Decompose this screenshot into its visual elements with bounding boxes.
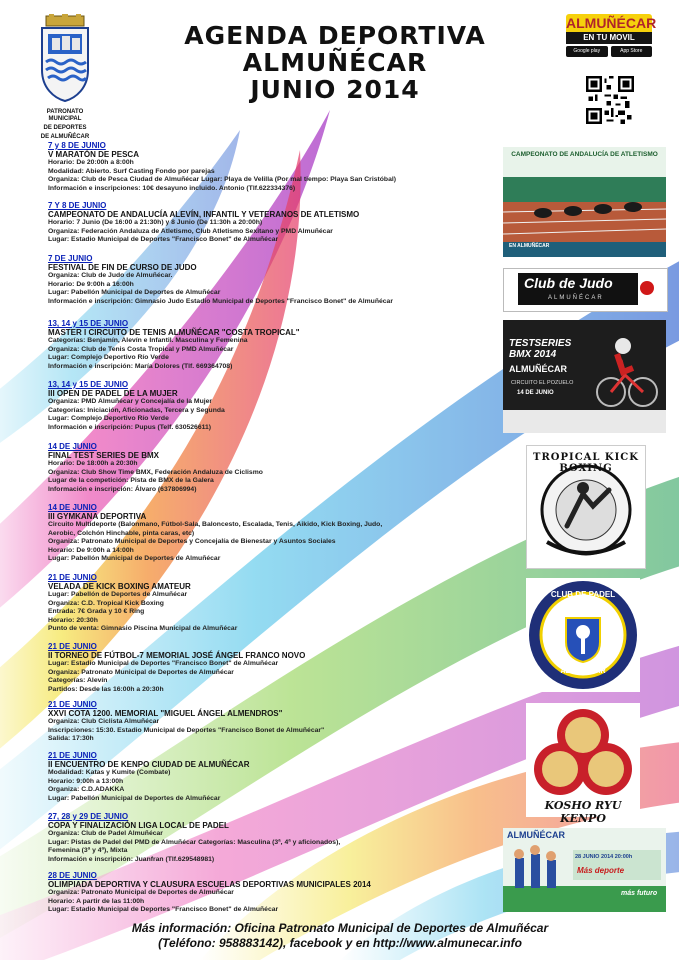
event-detail: Lugar: Estadio Municipal de Deportes "Francisco Bonet" de Almuñécar [48, 906, 279, 914]
kick-boxing-label: TROPICAL KICK BOXING [533, 452, 639, 474]
event-detail: Lugar: Complejo Deportivo Río Verde [48, 354, 169, 362]
google-play-badge[interactable]: Google play [566, 46, 608, 57]
olimpiada-date: 28 JUNIO 2014 20:00h [575, 854, 633, 860]
event-title: VELADA DE KICK BOXING AMATEUR [48, 582, 191, 591]
kenpo-label: KOSHO RYU KENPO [544, 799, 622, 825]
poster-kenpo [526, 703, 640, 825]
poster-padel [526, 578, 640, 692]
event-detail: Categorías: Benjamín, Alevín e Infantil. Masculina y Femenina [48, 337, 248, 344]
olimpiada-slogan-2: más futuro [621, 890, 658, 897]
event-detail: Lugar de la competición: Pista de BMX de la Galera [48, 477, 214, 485]
event-detail: Lugar: Estadio Municipal de Deportes "Francisco Bonet" de Almuñécar [48, 660, 279, 667]
crest-label-2: DE DEPORTES [43, 125, 87, 131]
event-date: 21 DE JUNIO [48, 751, 97, 760]
event-date: 21 DE JUNIO [48, 700, 97, 709]
event-detail: Lugar: Pistas de Padel del PMD de Almuñécar Categorías: Masculina (3ª, 4ª y aficionados), [48, 838, 341, 846]
event-date: 27, 28 y 29 DE JUNIO [48, 812, 129, 821]
event-detail: Organiza: Club de Tenis Costa Tropical y PMD Almuñécar [48, 345, 234, 353]
event-judo [48, 254, 508, 306]
poster-atletismo-title: CAMPEONATO DE ANDALUCÍA DE ATLETISMO [511, 151, 658, 158]
crest-shield-icon [36, 14, 94, 102]
poster-kick-boxing [526, 445, 646, 569]
event-title: CAMPEONATO DE ANDALUCÍA ALEVÍN, INFANTIL Y VETERANOS DE ATLETISMO [48, 210, 360, 219]
event-detail: Categorías: Alevín [48, 677, 108, 685]
qr-code-icon[interactable] [586, 76, 634, 124]
judo-logo-sub: ALMUÑÉCAR [548, 295, 604, 301]
event-olimpiada [48, 871, 508, 915]
event-detail: Organiza: Club Show Time BMX, Federación Andaluza de Ciclismo [48, 468, 263, 476]
event-title: II ENCUENTRO DE KENPO CIUDAD DE ALMUÑÉCAR [48, 760, 250, 769]
olimpiada-brand: ALMUÑÉCAR [507, 830, 565, 840]
event-detail: Lugar: Pabellón Municipal de Deportes de Almuñécar [48, 289, 221, 297]
bmx-city: ALMUÑÉCAR [509, 364, 567, 374]
poster-olimpiada [503, 828, 666, 912]
event-title: FESTIVAL DE FIN DE CURSO DE JUDO [48, 263, 197, 272]
event-maraton-pesca [48, 141, 508, 193]
event-detail: Horario: A partir de las 11:00h [48, 897, 145, 905]
event-detail: Información e inscripción: Gimnasio Judo Estadio Municipal de Deportes "Francisco Bonet" de Almuñécar [48, 297, 393, 305]
event-detail: Información e inscripción: Pupus (Telf. 630526611) [48, 423, 212, 431]
event-date: 7 Y 8 DE JUNIO [48, 201, 107, 210]
app-store-badge[interactable]: App Store [611, 46, 653, 57]
crest-label-1: PATRONATO MUNICIPAL [46, 109, 84, 122]
event-tenis [48, 319, 508, 371]
event-title: XXVI COTA 1200. MEMORIAL "MIGUEL ÁNGEL ALMENDROS" [48, 709, 283, 718]
padel-bottom-label: ALMUÑECAR [560, 668, 606, 675]
event-date: 13, 14 y 15 DE JUNIO [48, 319, 129, 328]
event-detail: Modalidad: Abierto. Surf Casting Fondo por parejas [48, 167, 215, 175]
event-detail: Organiza: Patronato Municipal de Deportes de Almuñécar [48, 668, 234, 676]
event-detail: Horario: De 20:00h a 8:00h [48, 159, 134, 166]
event-detail: Organiza: C.D.ADAKKA [48, 786, 125, 794]
event-date: 21 DE JUNIO [48, 642, 97, 651]
app-subtitle: EN TU MOVIL [566, 32, 652, 44]
title-line-3: JUNIO 2014 [250, 75, 420, 104]
event-title: III GYMKANA DEPORTIVA [48, 512, 147, 521]
event-detail: Aerobic, Colchón Hinchable, pinta caras, etc) [48, 529, 195, 537]
event-detail: Organiza: Patronato Municipal de Deportes de Almuñécar [48, 889, 234, 896]
event-detail: Modalidad: Katas y Kumite (Combate) [48, 769, 171, 776]
event-title: III OPEN DE PADEL DE LA MUJER [48, 389, 178, 398]
event-bmx [48, 442, 508, 494]
title-line-1: AGENDA DEPORTIVA [184, 21, 486, 50]
event-date: 7 y 8 DE JUNIO [48, 141, 106, 150]
event-detail: Información e inscripción: Juanfran (Tlf.629548981) [48, 855, 215, 863]
event-liga-padel [48, 812, 508, 864]
event-detail: Horario: De 18:00h a 20:30h [48, 460, 138, 467]
event-title: MASTER I CIRCUITO DE TENIS ALMUÑÉCAR "COSTA TROPICAL" [48, 328, 300, 337]
event-kick-boxing [48, 573, 508, 634]
event-detail: Organiza: Club de Padel Almuñécar [48, 830, 163, 837]
event-detail: Entrada: 7€ Grada y 10 € Ring [48, 608, 145, 616]
event-detail: Organiza: Federación Andaluza de Atletismo, Club Atletismo Sexitano y PMD Almuñécar [48, 227, 333, 235]
event-detail: Lugar: Complejo Deportivo Río Verde [48, 415, 169, 423]
event-title: II TORNEO DE FÚTBOL-7 MEMORIAL JOSÉ ÁNGEL FRANCO NOVO [48, 651, 306, 660]
event-detail: Salida: 17:30h [48, 735, 94, 743]
runners-image-icon [503, 147, 666, 257]
event-detail: Lugar: Pabellón Municipal de Deportes de Almuñécar [48, 555, 221, 563]
title-line-2: ALMUÑÉCAR [242, 48, 428, 77]
municipal-crest [30, 14, 100, 141]
olimpiada-slogan: Más deporte [577, 866, 625, 875]
event-detail: Organiza: Club de Judo de Almuñécar. [48, 272, 173, 279]
event-gymkana [48, 503, 508, 564]
poster-atletismo [503, 147, 666, 257]
event-date: 21 DE JUNIO [48, 573, 97, 582]
bmx-sub: CIRCUITO EL POZUELO [511, 380, 574, 386]
event-detail: Lugar: Pabellón de Deportes de Almuñécar [48, 591, 188, 598]
event-date: 13, 14 y 15 DE JUNIO [48, 380, 129, 389]
poster-judo [503, 268, 668, 312]
event-detail: Organiza: Patronato Municipal de Deportes y Concejalía de Bienestar y Asuntos Sociales [48, 538, 336, 546]
event-detail: Femenina (3ª y 4ª), Mixta [48, 847, 128, 855]
event-detail: Inscripciones: 15:30. Estadio Municipal de Deportes "Francisco Bonet de Almuñécar" [48, 726, 325, 734]
kenpo-emblem-icon [526, 703, 640, 799]
event-detail: Lugar: Estadio Municipal de Deportes "Francisco Bonet" de Almuñécar [48, 236, 279, 244]
event-date: 7 DE JUNIO [48, 254, 93, 263]
event-futbol-7 [48, 642, 508, 694]
footer-info [60, 921, 620, 951]
event-title: COPA Y FINALIZACIÓN LIGA LOCAL DE PADEL [48, 821, 229, 830]
crest-label-3: DE ALMUÑÉCAR [40, 134, 90, 140]
event-detail: Organiza: C.D. Tropical Kick Boxing [48, 599, 164, 607]
event-title: FINAL TEST SERIES DE BMX [48, 451, 159, 460]
event-detail: Información e inscripción: Álvaro (637806994) [48, 485, 197, 493]
padel-top-label: CLUB DE PADEL [550, 590, 616, 599]
page-title [110, 22, 560, 103]
judo-logo-text: Club de Judo [524, 275, 613, 291]
bmx-rider-icon [503, 320, 666, 433]
app-promo[interactable] [566, 14, 657, 57]
poster-bmx [503, 320, 666, 433]
event-title: V MARATÓN DE PESCA [48, 150, 139, 159]
event-date: 28 DE JUNIO [48, 871, 97, 880]
event-detail: Horario: De 9:00h a 16:00h [48, 280, 134, 288]
event-detail: Información e inscripciones: 10€ desayuno incluido. Antonio (Tlf.622334376) [48, 184, 296, 192]
bmx-date: 14 DE JUNIO [517, 390, 554, 396]
event-detail: Lugar: Pabellón Municipal de Deportes de Almuñécar [48, 794, 221, 802]
event-detail: Organiza: Club de Pesca Ciudad de Almuñécar Lugar: Playa de Velilla (Por mal tiempo: Playa San Cristóbal) [48, 176, 396, 184]
app-brand: ALMUÑÉCAR [566, 15, 657, 31]
event-title: OLIMPIADA DEPORTIVA Y CLAUSURA ESCUELAS DEPORTIVAS MUNICIPALES 2014 [48, 880, 371, 889]
event-detail: Circuito Multideporte (Balonmano, Fútbol-Sala, Baloncesto, Escalada, Tenis, Aikido, Kick Boxing, Judo, [48, 521, 383, 528]
judo-red-dot-icon [640, 281, 654, 295]
event-detail: Punto de venta: Gimnasio Piscina Municipal de Almuñécar [48, 625, 238, 633]
bmx-title: TESTSERIES BMX 2014 [509, 338, 572, 360]
event-detail: Partidos: Desde las 16:00h a 20:30h [48, 685, 164, 693]
event-date: 14 DE JUNIO [48, 503, 97, 512]
event-detail: Horario: 9:00h a 13:00h [48, 777, 124, 785]
event-atletismo [48, 201, 508, 245]
event-detail: Horario: 20:30h [48, 616, 98, 624]
event-detail: Organiza: Club Ciclista Almuñécar [48, 718, 160, 725]
event-date: 14 DE JUNIO [48, 442, 97, 451]
event-detail: Categorías: Iniciación, Aficionadas, Tercera y Segunda [48, 406, 225, 414]
event-detail: Organiza: PMD Almuñécar y Concejalía de la Mujer [48, 398, 213, 405]
event-padel-mujer [48, 380, 508, 432]
event-detail: Información e inscripción: María Dolores (Tlf. 669364708) [48, 362, 233, 370]
poster-atletismo-caption: EN ALMUÑÉCAR [509, 243, 550, 249]
footer-line-1: Más información: Oficina Patronato Municipal de Deportes de Almuñécar [131, 921, 549, 935]
event-cota-1200 [48, 700, 508, 744]
event-kenpo [48, 751, 508, 803]
event-detail: Horario: 7 Junio (De 16:00 a 21:30h) y 8 Junio (De 11:30h a 20:00h) [48, 219, 263, 226]
event-detail: Horario: De 9:00h a 14:00h [48, 546, 134, 554]
footer-line-2[interactable]: (Teléfono: 958883142), facebook y en http://www.almunecar.info [158, 936, 522, 950]
